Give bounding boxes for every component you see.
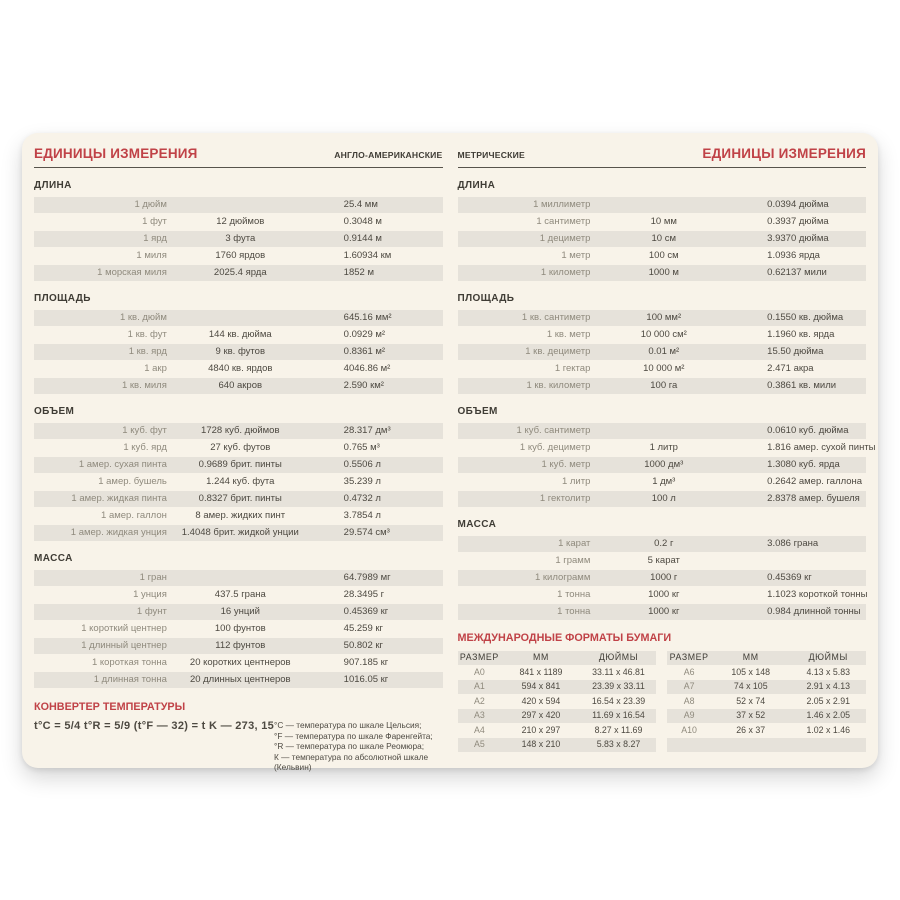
unit-name: 1 кв. миля: [121, 380, 167, 391]
unit-row: [34, 248, 443, 264]
unit-equivalent: 5 карат: [647, 555, 680, 566]
unit-row: [34, 621, 443, 637]
unit-equivalent: 20 длинных центнеров: [189, 674, 291, 685]
unit-rows: [34, 197, 443, 281]
paper-size-label: A9: [683, 710, 695, 720]
paper-column-header: РАЗМЕР: [669, 652, 709, 662]
paper-size-label: A10: [681, 724, 697, 735]
unit-name: 1 тонна: [557, 589, 591, 600]
unit-equivalent: 27 куб. футов: [210, 442, 271, 453]
paper-size-label: A5: [473, 739, 485, 749]
right-column-subtitle: МЕТРИЧЕСКИЕ: [457, 150, 525, 160]
unit-equivalent: 100 га: [650, 380, 678, 391]
paper-formats-title: МЕЖДУНАРОДНЫЕ ФОРМАТЫ БУМАГИ: [457, 632, 672, 644]
paper-size-mm: 297 x 420: [521, 710, 561, 720]
unit-row: [458, 536, 867, 552]
section-heading: ДЛИНА: [34, 180, 72, 191]
unit-equivalent: 4840 кв. ярдов: [208, 363, 273, 374]
unit-equivalent: [173, 570, 308, 586]
unit-converted-value: 28.3495 г: [343, 589, 385, 600]
unit-row: [458, 361, 867, 377]
temperature-converter-title: КОНВЕРТЕР ТЕМПЕРАТУРЫ: [34, 701, 186, 713]
unit-row: [34, 197, 443, 213]
unit-name: 1 кв. метр: [546, 329, 591, 340]
unit-equivalent: 100 мм²: [646, 312, 682, 323]
unit-name: 1 кв. фут: [127, 329, 167, 340]
reference-page-card: [22, 133, 878, 773]
unit-converted-value: 29.574 см³: [343, 527, 390, 538]
paper-size-inches: 1.02 x 1.46: [806, 724, 850, 735]
paper-size-mm: 26 x 37: [736, 724, 766, 735]
unit-converted-value: 1.1960 кв. ярда: [767, 329, 835, 340]
unit-converted-value: 0.3861 кв. мили: [767, 380, 837, 391]
paper-size-label: A8: [683, 695, 695, 706]
unit-name: 1 гектолитр: [539, 493, 591, 504]
unit-converted-value: 0.765 м³: [343, 442, 380, 453]
section-heading: ДЛИНА: [457, 180, 496, 191]
unit-name: 1 кв. ярд: [128, 346, 167, 357]
unit-equivalent: 1000 кг: [648, 606, 680, 617]
paper-size-mm: [711, 738, 791, 752]
unit-rows: [458, 423, 876, 507]
unit-equivalent: [173, 310, 308, 326]
unit-name: 1 метр: [561, 250, 591, 261]
unit-name: 1 куб. метр: [541, 459, 591, 470]
unit-row: [34, 525, 443, 541]
section-heading: МАССА: [34, 553, 73, 564]
paper-format-row: [667, 666, 866, 680]
unit-name: 1 кв. километр: [526, 380, 591, 391]
unit-converted-value: 35.239 л: [343, 476, 381, 487]
unit-converted-value: 2.590 км²: [343, 380, 384, 391]
unit-equivalent: 100 фунтов: [214, 623, 266, 634]
unit-converted-value: 0.3048 м: [343, 216, 382, 227]
paper-column-header: ДЮЙМЫ: [808, 652, 848, 662]
unit-name: 1 километр: [540, 267, 591, 278]
paper-size-label: A6: [683, 666, 695, 677]
unit-equivalent: 1000 дм³: [644, 459, 684, 470]
paper-size-mm: 210 x 297: [521, 724, 561, 735]
unit-row: [458, 344, 867, 360]
unit-name: 1 сантиметр: [536, 216, 591, 227]
unit-converted-value: 0.2642 амер. галлона: [767, 476, 863, 487]
unit-converted-value: 0.1550 кв. дюйма: [767, 312, 844, 323]
paper-column-header: ДЮЙМЫ: [598, 652, 639, 662]
unit-name: 1 короткий центнер: [81, 623, 167, 634]
unit-equivalent: [596, 197, 731, 213]
unit-row: [458, 604, 867, 620]
paper-size-label: A0: [473, 666, 485, 677]
unit-name: 1 амер. жидкая унция: [70, 527, 167, 538]
unit-name: 1 кв. сантиметр: [521, 312, 591, 323]
paper-size-mm: 594 x 841: [521, 681, 561, 691]
unit-converted-value: 0.0610 куб. дюйма: [767, 425, 849, 436]
unit-converted-value: 0.0394 дюйма: [767, 199, 829, 210]
unit-equivalent: 144 кв. дюйма: [208, 329, 272, 340]
paper-format-row: [458, 738, 657, 752]
unit-row: [458, 327, 867, 343]
paper-size-mm: 420 x 594: [521, 695, 561, 706]
unit-name: 1 куб. фут: [122, 425, 167, 436]
paper-format-row: [667, 738, 866, 752]
unit-equivalent: [596, 423, 731, 439]
unit-row: [34, 638, 443, 654]
unit-row: [34, 508, 443, 524]
paper-size-inches: 23.39 x 33.11: [592, 681, 645, 691]
page-title-left: ЕДИНИЦЫ ИЗМЕРЕНИЯ: [34, 146, 198, 161]
unit-equivalent: 640 акров: [218, 380, 263, 391]
unit-row: [34, 491, 443, 507]
unit-equivalent: 9 кв. футов: [215, 346, 265, 357]
paper-format-row: [458, 695, 657, 709]
page-title-right: ЕДИНИЦЫ ИЗМЕРЕНИЯ: [702, 146, 866, 161]
column-anglo-american: [34, 143, 443, 773]
paper-formats-section: [458, 632, 867, 753]
unit-converted-value: 1.1023 короткой тонны: [767, 589, 868, 600]
unit-row: [34, 440, 443, 456]
unit-converted-value: 0.3937 дюйма: [767, 216, 829, 227]
unit-equivalent: 10 мм: [650, 216, 677, 227]
unit-equivalent: 1 дм³: [652, 476, 676, 487]
unit-name: 1 короткая тонна: [91, 657, 167, 668]
unit-converted-value: 3.086 грана: [767, 538, 819, 549]
unit-converted-value: 2.8378 амер. бушеля: [767, 493, 860, 504]
paper-format-row: [667, 695, 866, 709]
column-metric: [457, 143, 876, 768]
paper-size-inches: 8.27 x 11.69: [594, 724, 643, 735]
section-heading: ПЛОЩАДЬ: [34, 293, 91, 304]
unit-converted-value: 1.816 амер. сухой пинты: [767, 442, 876, 453]
unit-equivalent: 112 фунтов: [215, 640, 266, 651]
unit-row: [458, 265, 867, 281]
unit-name: 1 фунт: [136, 606, 167, 617]
unit-section: [34, 293, 443, 394]
paper-table-a0-a5: [458, 651, 657, 753]
unit-equivalent: 8 амер. жидких пинт: [195, 510, 286, 521]
unit-row: [458, 231, 867, 247]
unit-section: [34, 406, 443, 541]
paper-size-label: A1: [473, 681, 485, 691]
unit-name: 1 гектар: [554, 363, 591, 374]
unit-name: 1 литр: [561, 476, 591, 487]
unit-name: 1 амер. жидкая пинта: [71, 493, 167, 504]
paper-format-row: [458, 724, 657, 738]
unit-row: [34, 587, 443, 603]
temperature-scale-note: °F — температура по шкале Фаренгейта;: [274, 730, 433, 741]
unit-row: [34, 570, 443, 586]
unit-equivalent: 1000 г: [650, 572, 678, 583]
unit-equivalent: 1000 м: [648, 267, 679, 278]
unit-name: 1 гран: [139, 572, 167, 583]
paper-format-row: [667, 680, 866, 694]
unit-row: [34, 604, 443, 620]
unit-converted-value: 1.3080 куб. ярда: [767, 459, 840, 470]
unit-converted-value: 3.9370 дюйма: [767, 233, 829, 244]
unit-row: [458, 310, 867, 326]
paper-size-label: A4: [473, 724, 485, 735]
paper-size-inches: 11.69 x 16.54: [592, 710, 645, 720]
unit-name: 1 акр: [144, 363, 167, 374]
unit-equivalent: 10 000 м²: [643, 363, 685, 374]
unit-row: [34, 344, 443, 360]
paper-size-mm: 37 x 52: [736, 710, 766, 720]
paper-table-header-row: [458, 651, 657, 665]
unit-equivalent: 12 дюймов: [216, 216, 265, 227]
unit-name: 1 амер. бушель: [98, 476, 167, 487]
unit-name: 1 куб. ярд: [123, 442, 167, 453]
temperature-scale-note: °C — температура по шкале Цельсия;: [274, 720, 422, 730]
paper-size-inches: 2.91 x 4.13: [806, 681, 850, 691]
unit-converted-value: 1852 м: [343, 267, 374, 278]
unit-rows: [34, 310, 443, 394]
paper-size-mm: 74 x 105: [733, 681, 768, 691]
unit-equivalent: 3 фута: [225, 233, 256, 244]
unit-name: 1 дюйм: [134, 199, 167, 210]
paper-column-header: ММ: [742, 652, 759, 662]
unit-row: [458, 570, 867, 586]
unit-converted-value: 0.45369 кг: [343, 606, 389, 617]
unit-row: [34, 474, 443, 490]
section-heading: ОБЪЕМ: [457, 406, 498, 417]
unit-converted-value: 0.45369 кг: [767, 572, 812, 583]
unit-row: [458, 440, 876, 456]
unit-name: 1 грамм: [555, 555, 591, 566]
unit-converted-value: 1.0936 ярда: [767, 250, 820, 261]
temperature-scale-note: °R — температура по шкале Реомюра;: [274, 741, 425, 752]
unit-equivalent: 1760 ярдов: [215, 250, 266, 261]
unit-rows: [34, 423, 443, 541]
unit-row: [34, 231, 443, 247]
unit-converted-value: 0.8361 м²: [343, 346, 386, 357]
unit-converted-value: 0.5506 л: [343, 459, 381, 470]
unit-converted-value: 1016.05 кг: [343, 674, 389, 685]
unit-converted-value: 25.4 мм: [343, 199, 378, 210]
unit-converted-value: 15.50 дюйма: [767, 346, 824, 357]
unit-equivalent: 437.5 грана: [214, 589, 266, 600]
unit-section: [458, 180, 867, 281]
paper-size-inches: 33.11 x 46.81: [592, 666, 645, 677]
unit-name: 1 длинная тонна: [93, 674, 167, 685]
unit-equivalent: 0.8327 брит. пинты: [198, 493, 282, 504]
unit-row: [34, 672, 443, 688]
paper-size-inches: 16.54 x 23.39: [591, 695, 646, 706]
paper-format-row: [458, 709, 657, 723]
unit-row: [458, 474, 867, 490]
right-column-header: [458, 143, 867, 168]
left-column-subtitle: АНГЛО-АМЕРИКАНСКИЕ: [334, 150, 443, 160]
paper-size-label: A7: [683, 681, 695, 691]
unit-converted-value: 64.7989 мг: [343, 572, 391, 583]
unit-converted-value: 3.7854 л: [343, 510, 381, 521]
unit-row: [34, 361, 443, 377]
unit-equivalent: 2025.4 ярда: [213, 267, 267, 278]
unit-row: [34, 655, 443, 671]
unit-row: [34, 378, 443, 394]
unit-converted-value: 45.259 кг: [343, 623, 383, 634]
section-heading: ПЛОЩАДЬ: [457, 293, 515, 304]
unit-converted-value: 2.471 акра: [767, 363, 814, 374]
temperature-notes: [274, 720, 442, 773]
paper-format-row: [458, 680, 657, 694]
unit-equivalent: 1728 куб. дюймов: [201, 425, 280, 436]
unit-converted-value: [731, 553, 866, 569]
unit-name: 1 длинный центнер: [81, 640, 167, 651]
unit-name: 1 морская миля: [97, 267, 167, 278]
unit-converted-value: 907.185 кг: [343, 657, 389, 668]
unit-converted-value: 4046.86 м²: [343, 363, 391, 374]
unit-row: [458, 587, 867, 603]
unit-name: 1 карат: [558, 538, 591, 549]
paper-size-inches: 2.05 x 2.91: [806, 695, 850, 706]
paper-size-mm: 52 x 74: [736, 695, 766, 706]
unit-converted-value: 50.802 кг: [343, 640, 383, 651]
unit-name: 1 ярд: [143, 233, 167, 244]
unit-converted-value: 0.0929 м²: [343, 329, 386, 340]
left-column-header: [34, 143, 443, 168]
unit-row: [458, 378, 867, 394]
unit-rows: [458, 197, 867, 281]
unit-converted-value: 0.4732 л: [343, 493, 381, 504]
unit-converted-value: 1.60934 км: [343, 250, 392, 261]
unit-equivalent: 10 см: [651, 233, 677, 244]
paper-format-row: [667, 709, 866, 723]
paper-formats-tables: [458, 651, 867, 753]
unit-row: [458, 248, 867, 264]
unit-converted-value: 0.62137 мили: [767, 267, 827, 278]
unit-section: [457, 406, 876, 507]
unit-equivalent: 20 коротких центнеров: [189, 657, 291, 668]
unit-row: [458, 457, 867, 473]
unit-equivalent: 1.4048 брит. жидкой унции: [181, 527, 299, 538]
unit-equivalent: 100 л: [651, 493, 676, 504]
paper-size-inches: [790, 738, 866, 752]
unit-name: 1 амер. галлон: [101, 510, 167, 521]
unit-rows: [458, 536, 867, 620]
paper-size-inches: 4.13 x 5.83: [806, 666, 850, 677]
paper-size-inches: 5.83 x 8.27: [596, 739, 641, 749]
unit-name: 1 амер. сухая пинта: [78, 459, 167, 470]
paper-table-a6-a10: [667, 651, 866, 753]
unit-equivalent: [173, 197, 308, 213]
temperature-converter-body: [34, 720, 443, 773]
unit-name: 1 миля: [136, 250, 167, 261]
paper-table-header-row: [667, 651, 866, 665]
unit-equivalent: 10 000 см²: [640, 329, 687, 340]
unit-row: [34, 310, 443, 326]
unit-equivalent: 0.01 м²: [648, 346, 680, 357]
unit-section: [458, 519, 867, 620]
paper-size-inches: 1.46 x 2.05: [806, 710, 850, 720]
paper-size-label: A2: [473, 695, 485, 706]
section-heading: ОБЪЕМ: [34, 406, 75, 417]
unit-equivalent: 16 унций: [220, 606, 260, 617]
unit-row: [458, 491, 867, 507]
unit-equivalent: 1.244 куб. фута: [206, 476, 275, 487]
unit-name: 1 миллиметр: [533, 199, 591, 210]
unit-row: [34, 457, 443, 473]
unit-row: [458, 197, 867, 213]
unit-name: 1 фут: [142, 216, 167, 227]
paper-size-mm: 105 x 148: [731, 666, 771, 677]
temperature-converter: [34, 701, 443, 773]
right-unit-sections: [457, 180, 876, 620]
temperature-formula: t°C = 5/4 t°R = 5/9 (t°F — 32) = t K — 273, 15: [34, 720, 275, 732]
unit-name: 1 тонна: [557, 606, 591, 617]
unit-equivalent: 1000 кг: [648, 589, 680, 600]
unit-section: [458, 293, 867, 394]
unit-equivalent: 0.9689 брит. пинты: [198, 459, 282, 470]
paper-size-mm: 841 x 1189: [519, 666, 563, 677]
paper-size-mm: 148 x 210: [521, 739, 561, 749]
unit-name: 1 килограмм: [534, 572, 591, 583]
unit-row: [34, 423, 443, 439]
unit-equivalent: 0.2 г: [654, 538, 674, 549]
unit-row: [458, 553, 867, 569]
paper-size-label: A3: [473, 710, 485, 720]
paper-column-header: ММ: [533, 652, 549, 662]
unit-equivalent: 1 литр: [649, 442, 678, 453]
left-unit-sections: [34, 180, 443, 688]
unit-name: 1 куб. дециметр: [519, 442, 591, 453]
unit-row: [34, 327, 443, 343]
section-heading: МАССА: [457, 519, 497, 530]
unit-converted-value: 0.984 длинной тонны: [767, 606, 861, 617]
unit-name: 1 куб. сантиметр: [516, 425, 591, 436]
unit-section: [34, 553, 443, 688]
paper-size-label: [667, 738, 711, 752]
paper-format-row: [458, 666, 657, 680]
paper-format-row: [667, 724, 866, 738]
unit-equivalent: 100 см: [648, 250, 679, 261]
unit-name: 1 кв. дюйм: [119, 312, 167, 323]
temperature-scale-note: К — температура по абсолютной шкале (Кельвин): [274, 751, 429, 773]
unit-row: [34, 214, 443, 230]
unit-name: 1 дециметр: [539, 233, 591, 244]
unit-converted-value: 645.16 мм²: [343, 312, 392, 323]
unit-row: [34, 265, 443, 281]
unit-section: [34, 180, 443, 281]
unit-name: 1 унция: [133, 589, 167, 600]
unit-row: [458, 423, 867, 439]
unit-name: 1 кв. дециметр: [525, 346, 591, 357]
unit-rows: [458, 310, 867, 394]
unit-converted-value: 0.9144 м: [343, 233, 382, 244]
unit-row: [458, 214, 867, 230]
unit-rows: [34, 570, 443, 688]
unit-converted-value: 28.317 дм³: [343, 425, 391, 436]
paper-column-header: РАЗМЕР: [459, 652, 499, 662]
